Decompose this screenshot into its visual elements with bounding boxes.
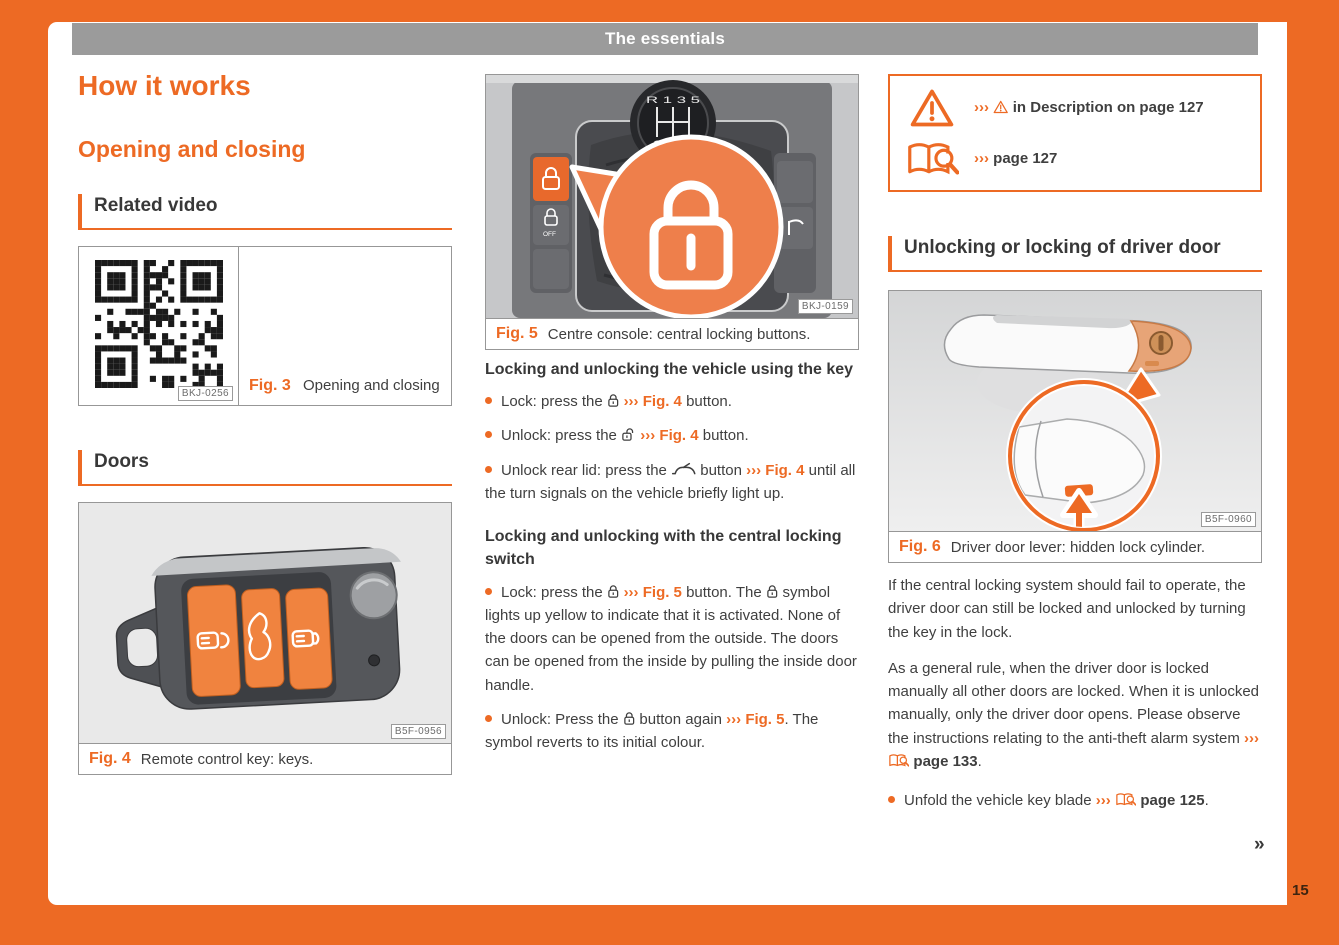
figure-caption bbox=[79, 743, 451, 774]
reference-box bbox=[888, 74, 1262, 192]
continuation-marker: » bbox=[1254, 834, 1265, 855]
door-handle-illustration bbox=[889, 291, 1261, 531]
heading-locking-switch: Locking and unlocking with the central locking switch bbox=[485, 528, 842, 569]
heading-locking-key: Locking and unlocking the vehicle using the key bbox=[485, 361, 854, 378]
console-illustration bbox=[486, 75, 858, 318]
paragraph: If the central locking system should fail to operate, the driver door can still be locked and unlocked by turning the key in the lock. bbox=[888, 577, 1246, 641]
figure-label: Fig. 6 bbox=[899, 538, 941, 555]
svg-text:OFF: OFF bbox=[543, 231, 556, 238]
figure-code-tag: BKJ-0159 bbox=[798, 299, 853, 314]
figure-caption bbox=[239, 247, 451, 405]
header-bar bbox=[72, 23, 1258, 55]
figure-caption bbox=[486, 318, 858, 349]
figure-6 bbox=[888, 290, 1262, 563]
figure-caption-text: Remote control key: keys. bbox=[140, 750, 314, 768]
paragraph: As a general rule, when the driver door is locked manually all other doors are locked. When it is unlocked manually, only the driver door opens. Please observe the instructions relating to the anti-theft alarm system ››› page 133. bbox=[888, 657, 1262, 773]
bullet-item: Unlock rear lid: press the button ››› Fig. 4 until all the turn signals on the vehicle briefly light up. bbox=[485, 459, 858, 506]
warning-triangle-icon bbox=[890, 87, 974, 129]
lock-open-icon bbox=[621, 424, 636, 447]
right-text-flow bbox=[888, 574, 1262, 823]
heading-related-video: Related video bbox=[78, 194, 452, 230]
bullet-dot bbox=[485, 715, 492, 722]
page-number: 15 bbox=[1292, 882, 1309, 899]
middle-text-flow bbox=[485, 358, 858, 765]
bullet-item: Lock: press the ››› Fig. 4 button. bbox=[485, 390, 858, 413]
page-sheet bbox=[48, 22, 1287, 905]
figure-label: Fig. 4 bbox=[89, 750, 131, 767]
gear-pattern-top: R 1 3 5 bbox=[646, 95, 700, 105]
figure-code-tag: B5F-0956 bbox=[391, 724, 446, 739]
figure-caption-text: Centre console: central locking buttons. bbox=[547, 325, 811, 343]
bullet-item: Unlock: press the ››› Fig. 4 button. bbox=[485, 424, 858, 447]
bullet-dot bbox=[485, 466, 492, 473]
figure-code-tag: B5F-0960 bbox=[1201, 512, 1256, 527]
figure-3 bbox=[78, 246, 452, 406]
qr-code bbox=[95, 260, 223, 393]
heading-doors: Doors bbox=[78, 450, 452, 486]
bullet-item: Unlock: Press the button again ››› Fig. 5. The symbol reverts to its initial colour. bbox=[485, 708, 858, 755]
book-search-icon bbox=[1115, 789, 1136, 812]
bullet-item: Lock: press the ››› Fig. 5 button. The symbol lights up yellow to indicate that it is activated. None of the doors can be opened from the outside. The doors can be opened from the inside by pulling the inside door handle. bbox=[485, 581, 858, 697]
reference-text: ››› page 127 bbox=[974, 150, 1058, 167]
page-title: How it works bbox=[78, 70, 251, 101]
bullet-dot bbox=[888, 796, 895, 803]
warning-triangle-icon bbox=[993, 99, 1008, 116]
bullet-dot bbox=[485, 397, 492, 404]
lock-closed-icon bbox=[623, 708, 636, 731]
figure-caption-text: Opening and closing bbox=[302, 377, 440, 395]
remote-key-illustration bbox=[79, 503, 451, 743]
lock-closed-icon bbox=[607, 581, 620, 604]
figure-caption-text: Driver door lever: hidden lock cylinder. bbox=[950, 538, 1206, 556]
book-search-icon bbox=[890, 139, 974, 179]
header-title: The essentials bbox=[605, 29, 725, 48]
figure-4 bbox=[78, 502, 452, 775]
figure-5 bbox=[485, 74, 859, 350]
figure-caption bbox=[889, 531, 1261, 562]
bullet-dot bbox=[485, 588, 492, 595]
reference-text: ››› in Description on page 127 bbox=[974, 99, 1204, 116]
central-locking-button bbox=[533, 157, 569, 201]
qr-code-cell bbox=[79, 247, 239, 405]
lock-closed-icon bbox=[766, 581, 779, 604]
heading-driver-door: Unlocking or locking of driver door bbox=[888, 236, 1262, 272]
section-title-opening-closing: Opening and closing bbox=[78, 136, 306, 162]
book-search-icon bbox=[888, 750, 909, 773]
car-rear-lid-icon bbox=[671, 459, 696, 482]
bullet-dot bbox=[485, 431, 492, 438]
lock-closed-icon bbox=[607, 390, 620, 413]
figure-code-tag: BKJ-0256 bbox=[178, 386, 233, 401]
figure-label: Fig. 5 bbox=[496, 325, 538, 342]
figure-label: Fig. 3 bbox=[249, 377, 291, 395]
bullet-item: Unfold the vehicle key blade ››› page 125. bbox=[888, 789, 1262, 812]
